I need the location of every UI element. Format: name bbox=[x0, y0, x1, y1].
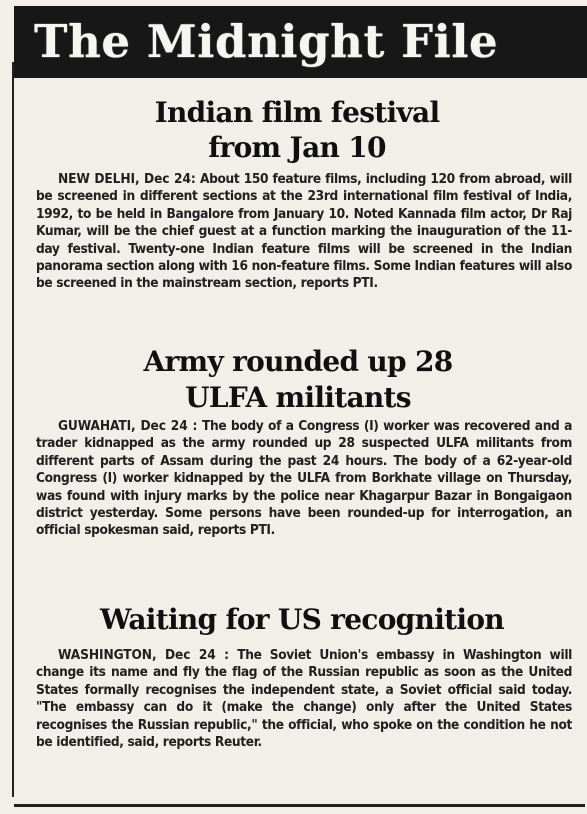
left-column-rule bbox=[12, 62, 14, 797]
masthead-title: The Midnight File bbox=[34, 15, 499, 68]
story-headline: Indian film festival from Jan 10 bbox=[154, 96, 440, 164]
story-dateline: NEW DELHI, Dec 24: bbox=[58, 171, 196, 187]
story-headline: Waiting for US recognition bbox=[100, 603, 504, 636]
bottom-rule bbox=[14, 804, 585, 807]
story-text: The Soviet Union's embassy in Washington will change its name and fly the flag of the Russian republic as soon as the United States formally recognises the independent state, a Soviet official said today. "The embassy can do it (make the change) only after the United States recognises the Russian republic," the official, who spoke on the condition he not be identified, said, reports Reuter. bbox=[36, 647, 573, 751]
story-us-recognition bbox=[36, 601, 572, 751]
story-headline: Army rounded up 28 ULFA militants bbox=[143, 345, 453, 414]
story-text: About 150 feature films, including 120 from abroad, will be screened in different sections at the 23rd international film festival of India, 1992, to be held in Bangalore from January 10. Noted Kannada film actor, Dr Raj Kumar, will be the chief guest at a function marking the inauguration of the 11-day festival. Twenty-one Indian feature films will be screened in the Indian panorama section along with 16 non-feature films. Some Indian features will also be screened in the mainstream section, reports PTI. bbox=[36, 171, 572, 292]
story-dateline: WASHINGTON, Dec 24 : bbox=[58, 647, 229, 663]
story-body bbox=[36, 418, 572, 540]
story-body bbox=[36, 647, 572, 751]
story-indian-film-festival bbox=[36, 95, 572, 293]
masthead-banner bbox=[14, 6, 587, 78]
story-dateline: GUWAHATI, Dec 24 : bbox=[58, 418, 198, 434]
story-ulfa-militants bbox=[36, 344, 572, 540]
story-body bbox=[36, 171, 572, 293]
story-text: The body of a Congress (I) worker was recovered and a trader kidnapped as the army rounded up 28 suspected ULFA militants from different parts of Assam during the past 24 hours. The body of a 62-year-old Congress (I) worker kidnapped by the ULFA from Borkhate village on Thursday, was found with injury marks by the police near Khagarpur Bazar in Bongaigaon district yesterday. Some persons have been rounded-up for interrogation, an official spokesman said, reports PTI. bbox=[36, 418, 573, 539]
